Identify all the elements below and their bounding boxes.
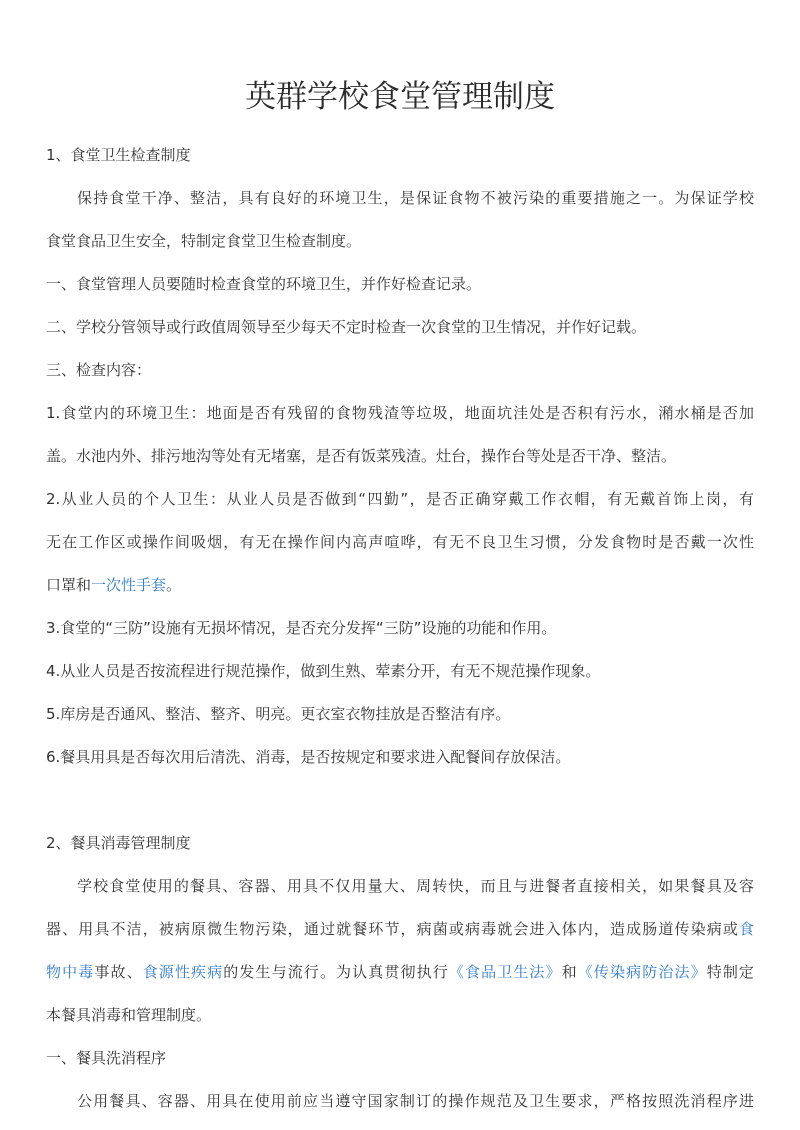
paragraph-line [46,564,754,607]
paragraph-line: 学校食堂使用的餐具、容器、用具不仅用量大、周转快，而且与进餐者直接相关，如果餐具及容 [77,877,754,895]
spacer [46,779,754,822]
text-run: 。 [166,576,182,594]
link-disposable-gloves[interactable]: 一次性手套 [91,576,167,594]
document-title: 英群学校食堂管理制度 [245,79,555,115]
subsection-heading: 一、餐具洗消程序 [46,1049,167,1067]
paragraph-line: 本餐具消毒和管理制度。 [46,1006,212,1024]
text-run: 事故、 [94,963,143,981]
paragraph-line: 无在工作区或操作间吸烟，有无在操作间内高声喧哗，有无不良卫生习惯，分发食物时是否戴一次性 [46,533,754,551]
paragraph-line: 保持食堂干净、整洁，具有良好的环境卫生，是保证食物不被污染的重要措施之一。为保证学校 [77,189,754,207]
link-foodborne-disease[interactable]: 食源性疾病 [142,963,224,981]
paragraph-line: 盖。水池内外、排污地沟等处有无堵塞，是否有饭菜残渣。灶台，操作台等处是否干净、整洁。 [46,447,677,465]
paragraph-line: 3.食堂的“三防”设施有无损坏情况，是否充分发挥“三防”设施的功能和作用。 [46,619,557,637]
link-food-poisoning[interactable]: 食 [738,920,754,938]
paragraph-line: 2.从业人员的个人卫生：从业人员是否做到“四勤”，是否正确穿戴工作衣帽，有无戴首饰上岗，有 [46,490,754,508]
paragraph-line: 5.库房是否通风、整洁、整齐、明亮。更衣室衣物挂放是否整洁有序。 [46,705,511,723]
paragraph-line [46,951,754,994]
paragraph-line: 6.餐具用具是否每次用后清洗、消毒，是否按规定和要求进入配餐间存放保洁。 [46,748,571,766]
text-run: 和 [561,963,578,981]
text-run: 的发生与流行。为认真贯彻执行 [223,963,449,981]
rule-item-2: 二、学校分管领导或行政值周领导至少每天不定时检查一次食堂的卫生情况，并作好记载。 [46,318,647,336]
section-heading-2: 2、餐具消毒管理制度 [46,834,191,852]
text-run: 器、用具不洁，被病原微生物污染，通过就餐环节，病菌或病毒就会进入体内，造成肠道传染病或 [46,920,739,938]
paragraph-line: 公用餐具、容器、用具在使用前应当遵守国家制订的操作规范及卫生要求，严格按照洗消程序进 [77,1092,754,1110]
document-body [46,134,754,1123]
section-heading-1: 1、食堂卫生检查制度 [46,146,191,164]
paragraph-line: 4.从业人员是否按流程进行规范操作，做到生熟、荤素分开，有无不规范操作现象。 [46,662,601,680]
text-run: 口罩和 [46,576,92,594]
text-run: 特制定 [706,963,754,981]
rule-item-3: 三、检查内容： [46,361,152,379]
link-infectious-disease-law[interactable]: 《传染病防治法》 [577,963,707,981]
link-food-hygiene-law[interactable]: 《食品卫生法》 [448,963,562,981]
paragraph-line [46,908,754,951]
paragraph-line: 1.食堂内的环境卫生：地面是否有残留的食物残渣等垃圾，地面坑洼处是否积有污水，潲水桶是否加 [46,404,754,422]
rule-item-1: 一、食堂管理人员要随时检查食堂的环境卫生，并作好检查记录。 [46,275,482,293]
paragraph-line: 食堂食品卫生安全，特制定食堂卫生检查制度。 [46,232,362,250]
link-food-poisoning[interactable]: 物中毒 [46,963,95,981]
